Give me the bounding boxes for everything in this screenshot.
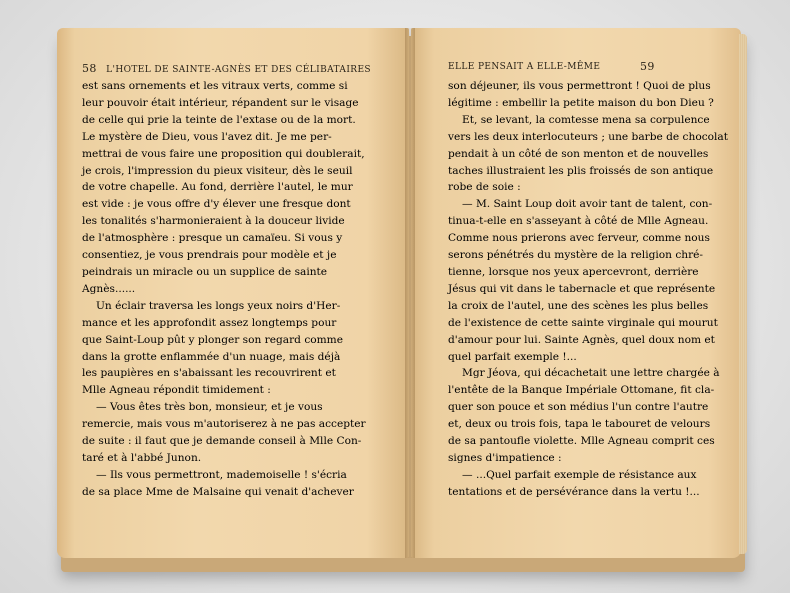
text-line: pendait à un côté de son menton et de nouvelles <box>448 147 709 160</box>
text-line: signes d'impatience : <box>448 451 562 464</box>
running-head-text: L'HOTEL DE SAINTE-AGNÈS ET DES CÉLIBATAIRES <box>106 65 371 75</box>
right-running-head <box>448 60 655 73</box>
text-line: — Ils vous permettront, mademoiselle ! s'écria <box>96 468 347 481</box>
text-line: et, deux ou trois fois, tapa le tabouret de velours <box>448 418 711 431</box>
text-line: légitime : embellir la petite maison du bon Dieu ? <box>448 96 714 109</box>
text-line: son déjeuner, ils vous permettront ! Quoi de plus <box>448 80 711 92</box>
text-line: les tonalités s'harmonieraient à la douceur livide <box>82 215 345 228</box>
text-line: leur pouvoir était intérieur, répandent sur le visage <box>82 96 359 109</box>
left-running-head <box>82 62 371 75</box>
text-line: est vide : je vous offre d'y élever une fresque dont <box>82 198 351 211</box>
text-line: de sa place Mme de Malsaine qui venait d'achever <box>82 485 354 498</box>
text-line: — ...Quel parfait exemple de résistance aux <box>462 468 697 481</box>
page-number: 58 <box>82 62 97 75</box>
text-line: dans la grotte enflammée d'un nuage, mais déjà <box>82 350 341 363</box>
text-line: serons pénétrés du mystère de la religion chré- <box>448 249 703 262</box>
right-text-block <box>448 78 728 501</box>
text-line: je crois, l'impression du pieux visiteur, dès le seuil <box>82 164 353 177</box>
text-line: peindrais un miracle ou un supplice de sainte <box>82 265 328 278</box>
text-line: Mgr Jéova, qui décachetait une lettre chargée à <box>462 367 720 380</box>
text-line: taches illustraient les plis froissés de son antique <box>448 164 714 177</box>
text-line: quer son pouce et son médius l'un contre l'autre <box>448 401 709 414</box>
text-line: d'amour pour lui. Sainte Agnès, quel doux nom et <box>448 333 715 346</box>
page-number: 59 <box>640 60 655 73</box>
text-line: — M. Saint Loup doit avoir tant de talent, con- <box>462 198 713 211</box>
text-line: Agnès...... <box>82 282 136 295</box>
text-line: mance et les approfondit assez longtemps pour <box>82 316 337 329</box>
text-line: que Saint-Loup pût y plonger son regard comme <box>82 333 344 346</box>
text-line: de sa pantoufle violette. Mlle Agneau comprit ces <box>448 435 715 448</box>
text-line: Le mystère de Dieu, vous l'avez dit. Je me per- <box>82 130 332 143</box>
book-gutter <box>405 28 415 558</box>
text-line: tienne, lorsque nos yeux apercevront, derrière <box>448 265 699 278</box>
running-head-text: ELLE PENSAIT A ELLE-MÊME <box>448 62 601 72</box>
text-line: de l'atmosphère : presque un camaïeu. Si vous y <box>82 232 343 245</box>
text-line: les paupières en s'abaissant les recouvrirent et <box>82 367 336 380</box>
left-text-block <box>82 78 366 501</box>
text-line: Un éclair traversa les longs yeux noirs d'Her- <box>96 299 341 312</box>
text-line: taré et à l'abbé Junon. <box>82 451 202 464</box>
text-line: la croix de l'autel, une des scènes les plus belles <box>448 299 709 312</box>
text-line: tinua-t-elle en s'asseyant à côté de Mlle Agneau. <box>448 215 709 228</box>
text-line: Et, se levant, la comtesse mena sa corpulence <box>462 113 710 126</box>
text-line: de suite : il faut que je demande conseil à Mlle Con- <box>82 435 362 448</box>
text-line: est sans ornements et les vitraux verts, comme si <box>82 80 348 92</box>
text-line: de l'existence de cette sainte virginale qui mourut <box>448 316 718 329</box>
text-line: vers les deux interlocuteurs ; une barbe de chocolat <box>448 130 728 143</box>
text-line: l'entête de la Banque Impériale Ottomane, fit cla- <box>448 384 715 397</box>
text-line: remercie, mais vous m'autoriserez à ne pas accepter <box>82 418 366 431</box>
text-line: tentations et de persévérance dans la vertu !... <box>448 485 700 498</box>
text-line: Mlle Agneau répondit timidement : <box>82 384 271 397</box>
text-line: consentiez, je vous prendrais pour modèle et je <box>82 249 337 262</box>
text-line: Jésus qui vit dans le tabernacle et que représente <box>448 282 716 295</box>
text-line: de votre chapelle. Au fond, derrière l'autel, le mur <box>82 181 353 194</box>
page-edges <box>739 34 747 554</box>
text-line: — Vous êtes très bon, monsieur, et je vous <box>96 401 323 414</box>
text-line: quel parfait exemple !... <box>448 350 577 363</box>
text-line: mettrai de vous faire une proposition qui doublerait, <box>82 147 365 160</box>
text-line: de celle qui prie la teinte de l'extase ou de la mort. <box>82 113 356 126</box>
text-line: Comme nous prierons avec ferveur, comme nous <box>448 232 710 245</box>
text-line: robe de soie : <box>448 181 521 194</box>
